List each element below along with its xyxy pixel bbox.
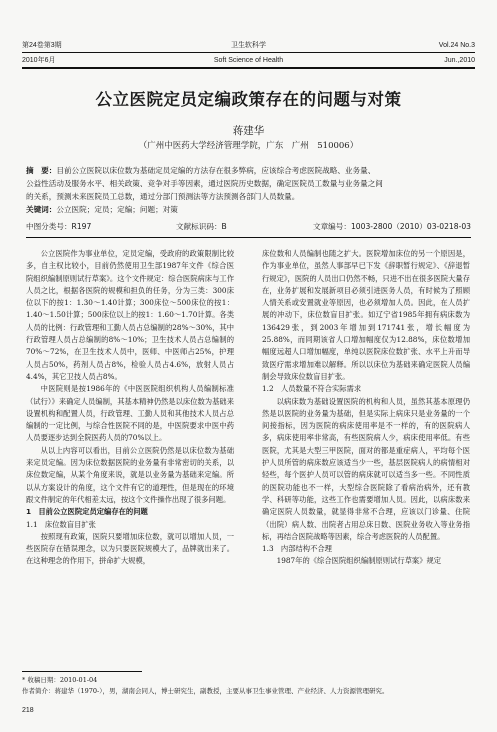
abstract-label: 摘 要： bbox=[26, 166, 57, 175]
journal-name-cn: 卫生软科学 bbox=[231, 42, 266, 49]
header-rule-thick bbox=[22, 67, 475, 69]
body-paragraph: 按照现有政策，医院只要增加床位数，就可以增加人员，一些医院存在错误理念，以为只要医院规模大了，品牌就出来了。在这种理念的作用下，拼命扩大规模， bbox=[26, 531, 234, 566]
body-paragraph: 中医院则是按1986年的《中医医院组织机构人员编制标准（试行）》来确定人员编制，其基本精神仍然是以床位数为基础来设置机构和配置人员，行政管理、工勤人员和其他技术人员占总编制的一定比例，与综合性医院不同的是，中医院要求中医中药人员要逐步达到全院医药人员的70%以上。 bbox=[26, 384, 234, 443]
header-rule bbox=[22, 52, 475, 53]
body-paragraph: 1987年的《综合医院组织编制原则试行草案》规定 bbox=[276, 556, 442, 566]
body-paragraph: 公立医院作为事业单位，定员定编，受政府的政策限制比较多，自主权比较小，目前仍然使用卫生部1987年文件《综合医院组织编制原则试行草案》。这个文件规定：综合医院病床与工作人员之比，根据各医院的规模和担负的任务，分为三类：300床位以下的按1：1.30～1.40计算；300床位～500床位的按1：1.40～1.50计算；500床位以上的按1：1.60～1.70计算。各类人员的比例：行政管理和工勤人员占总编制的28%～30%，其中行政管理人员占总编制的8%～10%；卫生技术人员占总编制的70%～72%，在卫生技术人员中，医师、中医师占25%，护理人员占50%，药剂人员占8%，检验人员占4.6%，放射人员占4.4%，其它卫技人员占8%。 bbox=[26, 249, 234, 381]
abstract-line-3: 的关系，预测未来医院员工总数，通过分部门预测法等方法预测各部门人员数量。 bbox=[26, 192, 300, 201]
subsection-heading: 1.3 内部结构不合理 bbox=[262, 544, 332, 554]
abstract-line-2: 公益性活动及服务水平、相关政策、竞争对手等因素，通过医院历史数据，确定医院员工数量与业务量之间 bbox=[26, 179, 383, 188]
body-column-left bbox=[26, 248, 234, 568]
body-paragraph: 床位数和人员编制也随之扩大。医院增加床位的另一个原因是，作为事业单位，虽然人事部早已下发《辞职暂行规定》、《辞退暂行规定》，医院的人员出口仍然不畅，只进不出在很多医院大量存在，业务扩展和发展新项目必须引进医务人员，有时候为了照顾人情关系或安置就业等原因，也必须增加人员。因此，在人员扩展的冲动下，床位数盲目扩张。如辽宁省1985年拥有病床数为136429张，到2003年增加到171741张，增长幅度为25.88%，而同期该省人口增加幅度仅为12.88%，床位数增加幅度远超人口增加幅度，单纯以医院床位数扩张、水平上升而导致医疗需求增加难以解释。所以以床位为基础来确定医院人员编制会导致床位数盲目扩张。 bbox=[262, 249, 470, 381]
issue-date-en: Jun.,2010 bbox=[444, 57, 475, 64]
body-paragraph: 以病床数为基础设置医院的机构和人员，虽然其基本原理仍然是以医院的业务量为基础，但是实际上病床只是业务量的一个间接指标，因为医院的病床使用率是不一样的，有的医院病人多，病床使用率非常高，有些医院病人少，病床使用率低。有些医院，尤其是大型三甲医院，面对的都是重症病人，平均每个医护人员所管的病床数应该适当少一些，基层医院病人的病情相对轻些，每个医护人员可以管的病床就可以适当多一些。不同性质的医院功能也不一样，大型综合医院除了看病治病外，还有教学、科研等功能，这些工作也需要增加人员。因此，以病床数来确定医院人员数量，就显得非常不合理，应该以门诊量、住院（出院）病人数、出院者占用总床日数、医院业务收入等业务指标，再结合医院战略等因素，综合考虑医院的人员配置。 bbox=[262, 396, 470, 541]
document-code: 文献标识码：B bbox=[176, 222, 227, 231]
body-paragraph: 从以上内容可以看出，目前公立医院仍然是以床位数为基础来定员定编。因为床位数据医院的业务量有非常密切的关系，以床位数定编，从某个角度来说，就是以业务量为基础来定编。所以从方案设计的角度，这个文件有它的道理性，但是现在的环境跟文件制定的年代相差太远，按这个文件操作出现了很多问题。 bbox=[26, 445, 234, 504]
abstract-rule bbox=[26, 237, 471, 238]
subsection-heading: 1.2 人员数量不符合实际需求 bbox=[262, 384, 362, 394]
body-column-right bbox=[262, 248, 470, 568]
volume-issue: 第24卷第3期 bbox=[22, 42, 62, 49]
footnote-rule bbox=[22, 671, 142, 672]
author-affiliation: （广州中医药大学经济管理学院，广东 广州 510006） bbox=[138, 141, 359, 151]
author-name: 蒋建华 bbox=[232, 125, 265, 137]
subsection-heading: 1.1 床位数盲目扩张 bbox=[26, 519, 96, 529]
section-heading: 1 目前公立医院定员定编存在的问题 bbox=[26, 507, 148, 517]
footnote-author-bio: 作者简介：蒋建华（1970-），男，湖南会同人，博士研究生，副教授，主要从事卫生事业管理、产业经济、人力资源管理研究。 bbox=[22, 687, 389, 695]
abstract bbox=[26, 164, 471, 216]
article-number: 文章编号：1003-2800（2010）03-0218-03 bbox=[312, 222, 471, 231]
page-number: 218 bbox=[22, 707, 34, 714]
keywords-label: 关键词： bbox=[26, 205, 57, 214]
journal-name-en: Soft Science of Health bbox=[213, 57, 284, 64]
volume-issue-en: Vol.24 No.3 bbox=[438, 42, 475, 49]
keywords: 关键词：公立医院；定员；定编；问题；对策 bbox=[26, 205, 178, 214]
footnote-received: * 收稿日期：2010-01-04 bbox=[22, 676, 98, 684]
issue-date: 2010年6月 bbox=[22, 57, 56, 64]
article-title: 公立医院定员定编政策存在的问题与对策 bbox=[95, 90, 402, 109]
abstract-line-1: 摘 要：目前公立医院以床位数为基础定员定编的方法存在很多弊病，应该综合考虑医院战略、业务量、 bbox=[26, 166, 376, 175]
clc-number: 中图分类号：R197 bbox=[26, 222, 92, 231]
